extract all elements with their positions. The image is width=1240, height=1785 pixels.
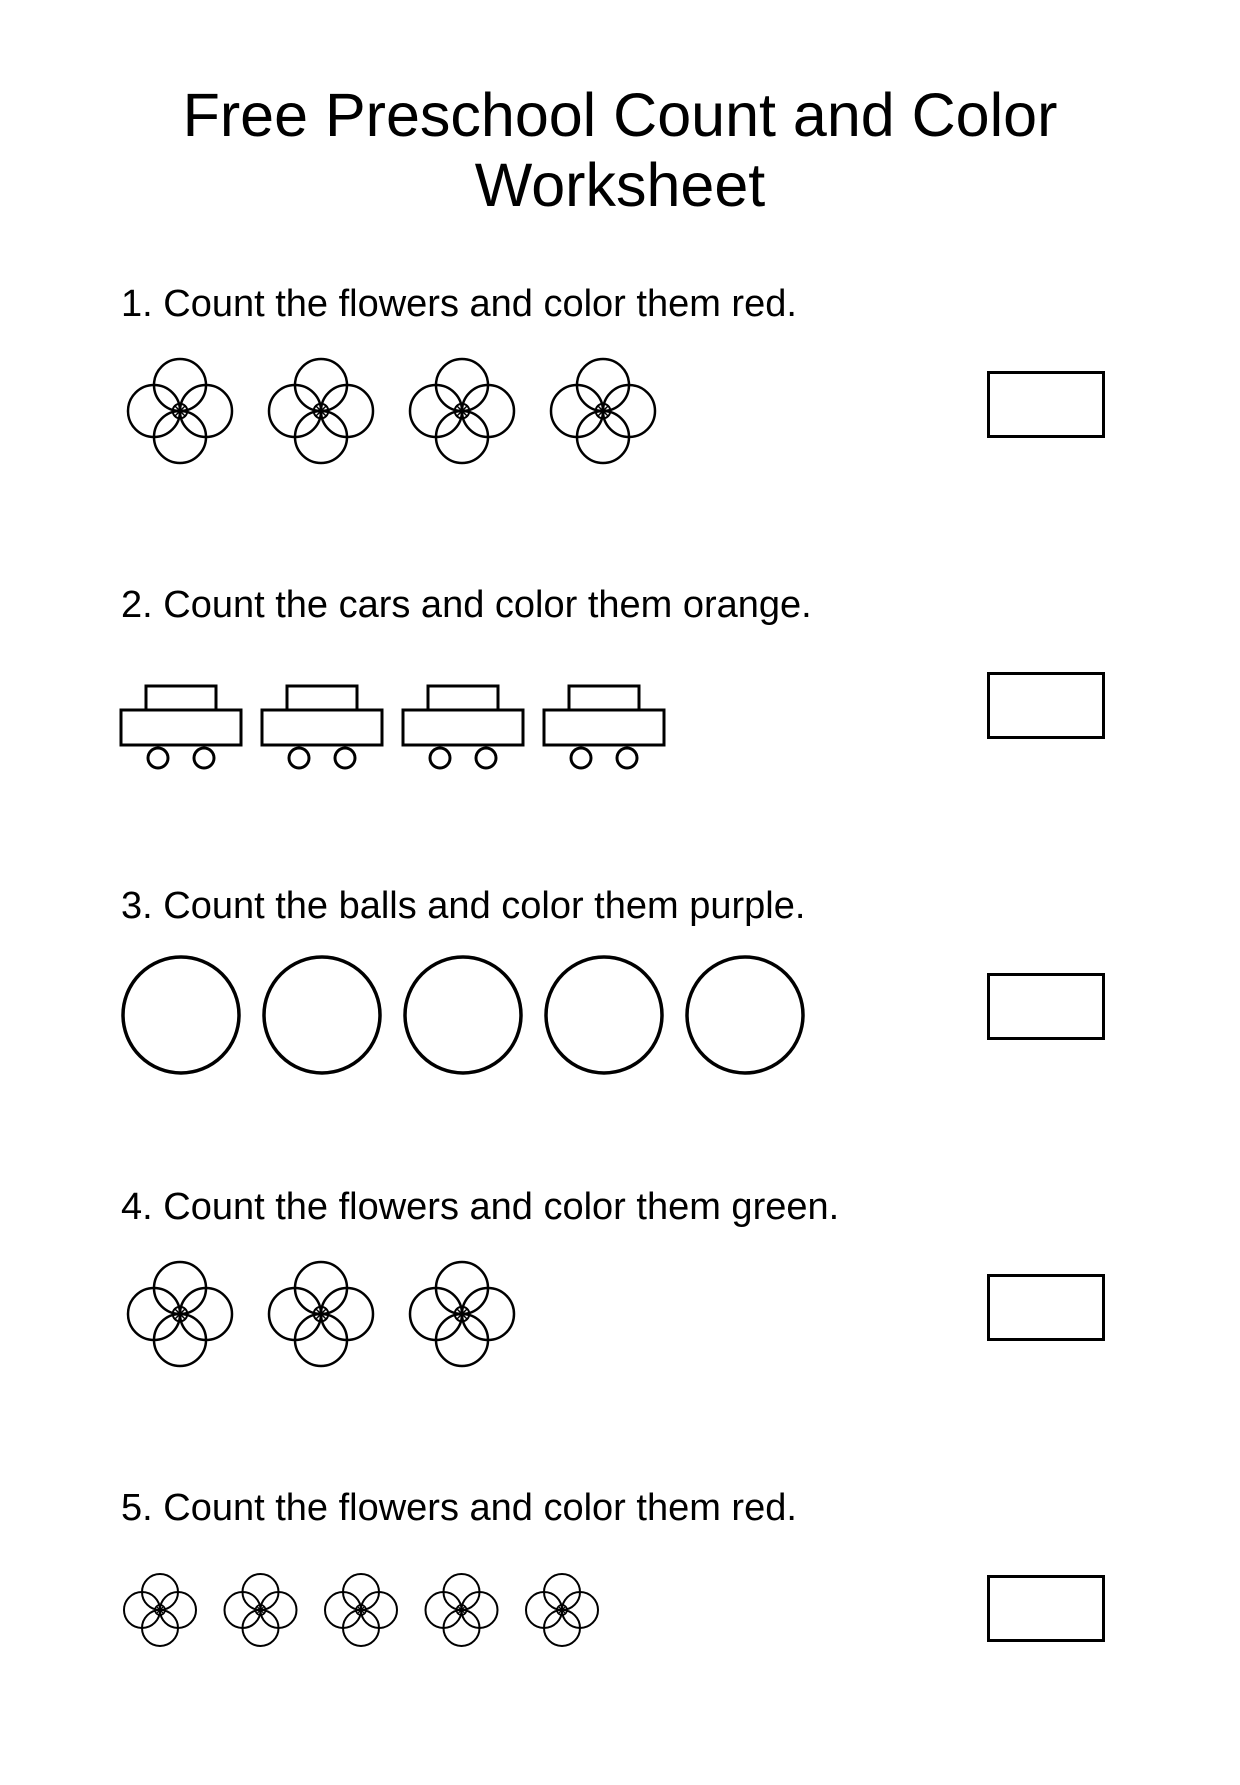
flower-icon: [426, 1574, 498, 1646]
flower-icon: [269, 359, 373, 463]
car-icon: [403, 686, 523, 768]
flower-icon: [128, 1262, 232, 1366]
ball-icon: [123, 957, 239, 1073]
flower-icon: [551, 359, 655, 463]
flower-icon: [325, 1574, 397, 1646]
ball-icon: [264, 957, 380, 1073]
car-icon: [121, 686, 241, 768]
question-prompt: 2. Count the cars and color them orange.: [121, 584, 812, 626]
flower-icon: [526, 1574, 598, 1646]
question-2: [0, 582, 1240, 882]
page-title: [0, 80, 1240, 220]
car-icon: [262, 686, 382, 768]
question-prompt: 3. Count the balls and color them purple.: [121, 885, 806, 927]
question-5: [0, 1485, 1240, 1785]
car-icon: [544, 686, 664, 768]
answer-box[interactable]: [987, 672, 1105, 739]
flower-icon: [225, 1574, 297, 1646]
flower-icon: [410, 1262, 514, 1366]
question-1: [0, 281, 1240, 581]
title-line-1: Free Preschool Count and Color: [182, 81, 1058, 149]
question-3: [0, 883, 1240, 1183]
ball-icon: [546, 957, 662, 1073]
question-4: [0, 1184, 1240, 1484]
question-prompt: 5. Count the flowers and color them red.: [121, 1487, 797, 1529]
answer-box[interactable]: [987, 1274, 1105, 1341]
question-prompt: 4. Count the flowers and color them green.: [121, 1186, 840, 1228]
question-prompt: 1. Count the flowers and color them red.: [121, 283, 797, 325]
flower-icon: [269, 1262, 373, 1366]
answer-box[interactable]: [987, 371, 1105, 438]
ball-icon: [687, 957, 803, 1073]
answer-box[interactable]: [987, 973, 1105, 1040]
ball-icon: [405, 957, 521, 1073]
title-line-2: Worksheet: [474, 151, 766, 219]
answer-box[interactable]: [987, 1575, 1105, 1642]
flower-icon: [124, 1574, 196, 1646]
flower-icon: [410, 359, 514, 463]
flower-icon: [128, 359, 232, 463]
